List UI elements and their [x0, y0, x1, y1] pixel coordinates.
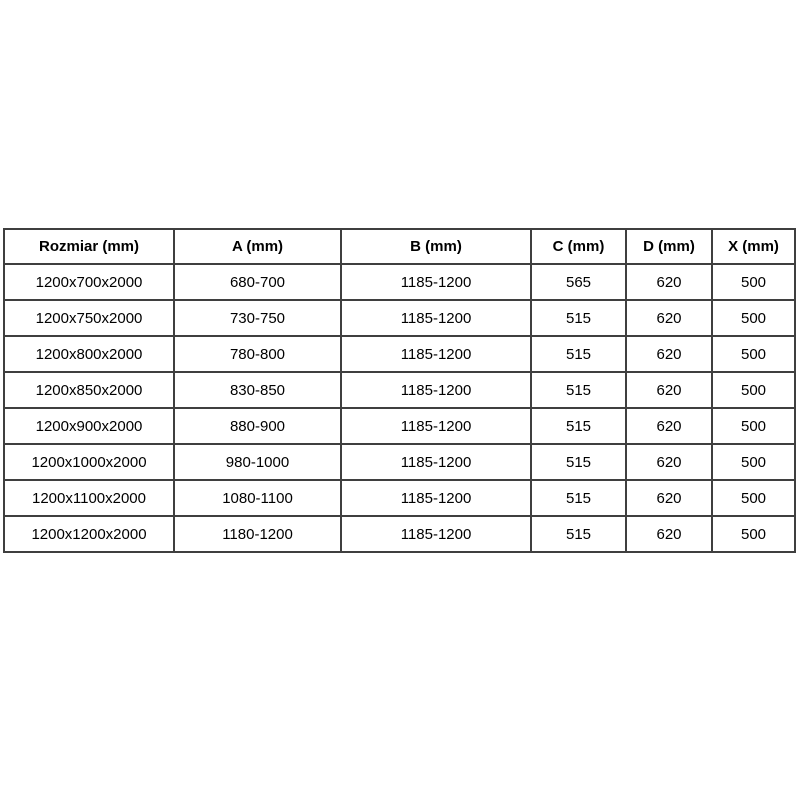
- cell-a: 730-750: [174, 300, 341, 336]
- cell-d: 620: [626, 516, 712, 552]
- cell-a: 980-1000: [174, 444, 341, 480]
- cell-a: 780-800: [174, 336, 341, 372]
- cell-a: 680-700: [174, 264, 341, 300]
- cell-rozmiar: 1200x850x2000: [4, 372, 174, 408]
- cell-b: 1185-1200: [341, 408, 531, 444]
- cell-x: 500: [712, 480, 795, 516]
- table-row: [4, 408, 795, 444]
- cell-b: 1185-1200: [341, 372, 531, 408]
- cell-rozmiar: 1200x1100x2000: [4, 480, 174, 516]
- cell-d: 620: [626, 372, 712, 408]
- cell-b: 1185-1200: [341, 300, 531, 336]
- cell-c: 515: [531, 408, 626, 444]
- cell-b: 1185-1200: [341, 264, 531, 300]
- cell-rozmiar: 1200x750x2000: [4, 300, 174, 336]
- cell-b: 1185-1200: [341, 444, 531, 480]
- header-row: [4, 229, 795, 264]
- cell-b: 1185-1200: [341, 336, 531, 372]
- cell-d: 620: [626, 480, 712, 516]
- cell-a: 830-850: [174, 372, 341, 408]
- table-row: [4, 480, 795, 516]
- column-header-c: C (mm): [531, 229, 626, 264]
- cell-x: 500: [712, 372, 795, 408]
- cell-b: 1185-1200: [341, 516, 531, 552]
- table-row: [4, 444, 795, 480]
- cell-rozmiar: 1200x800x2000: [4, 336, 174, 372]
- cell-rozmiar: 1200x900x2000: [4, 408, 174, 444]
- cell-c: 515: [531, 336, 626, 372]
- cell-c: 565: [531, 264, 626, 300]
- cell-x: 500: [712, 300, 795, 336]
- cell-d: 620: [626, 300, 712, 336]
- cell-x: 500: [712, 516, 795, 552]
- column-header-d: D (mm): [626, 229, 712, 264]
- cell-x: 500: [712, 444, 795, 480]
- cell-d: 620: [626, 408, 712, 444]
- cell-rozmiar: 1200x700x2000: [4, 264, 174, 300]
- cell-c: 515: [531, 444, 626, 480]
- table-row: [4, 300, 795, 336]
- cell-a: 1180-1200: [174, 516, 341, 552]
- column-header-b: B (mm): [341, 229, 531, 264]
- cell-d: 620: [626, 264, 712, 300]
- table-row: [4, 264, 795, 300]
- cell-d: 620: [626, 336, 712, 372]
- table-row: [4, 516, 795, 552]
- cell-d: 620: [626, 444, 712, 480]
- cell-a: 880-900: [174, 408, 341, 444]
- cell-x: 500: [712, 408, 795, 444]
- table-row: [4, 372, 795, 408]
- table-row: [4, 336, 795, 372]
- cell-rozmiar: 1200x1200x2000: [4, 516, 174, 552]
- cell-x: 500: [712, 336, 795, 372]
- dimensions-table: [3, 228, 796, 553]
- cell-b: 1185-1200: [341, 480, 531, 516]
- cell-c: 515: [531, 372, 626, 408]
- cell-c: 515: [531, 300, 626, 336]
- cell-rozmiar: 1200x1000x2000: [4, 444, 174, 480]
- cell-x: 500: [712, 264, 795, 300]
- column-header-rozmiar: Rozmiar (mm): [4, 229, 174, 264]
- column-header-x: X (mm): [712, 229, 795, 264]
- column-header-a: A (mm): [174, 229, 341, 264]
- cell-c: 515: [531, 480, 626, 516]
- cell-c: 515: [531, 516, 626, 552]
- cell-a: 1080-1100: [174, 480, 341, 516]
